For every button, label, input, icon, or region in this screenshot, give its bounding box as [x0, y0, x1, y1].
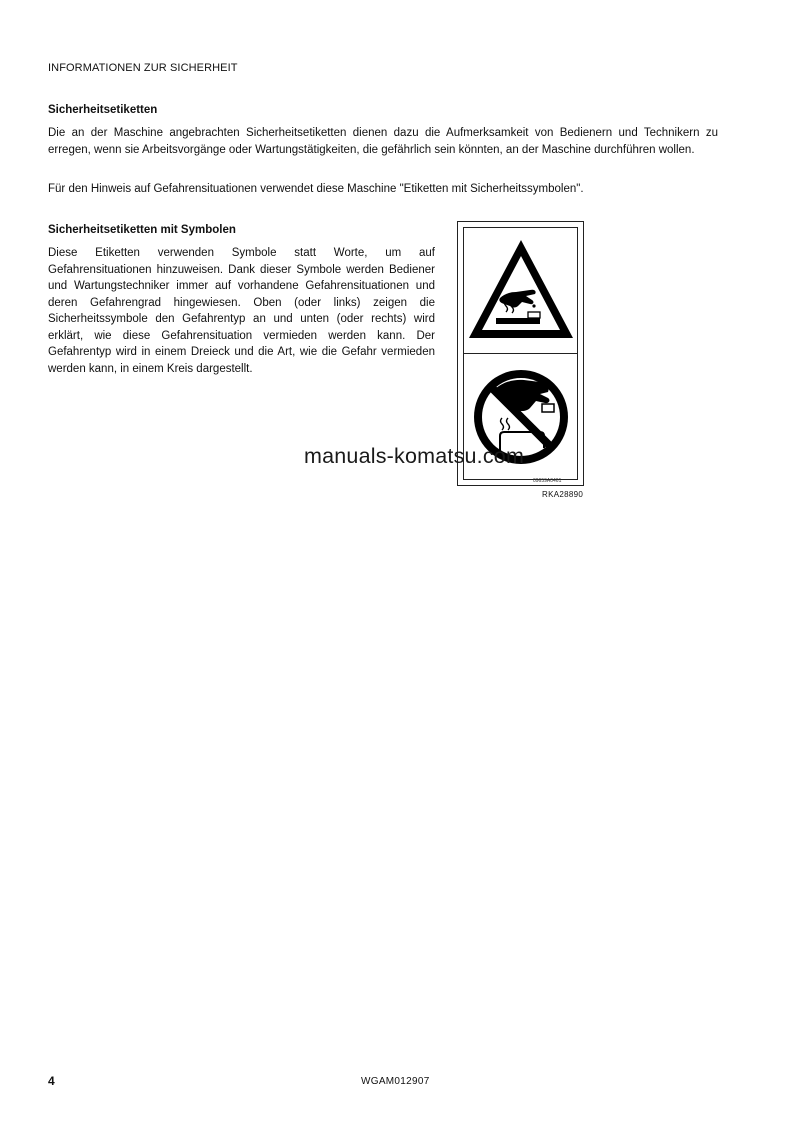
paragraph-safety-labels-intro: Die an der Maschine angebrachten Sicherheitsetiketten dienen dazu die Aufmerksamkeit von Bedienern und Technikern zu erregen, wenn sie Arbeitsvorgänge oder Wartungstätigkeiten, die gefährlich sein könnten, an der Maschine durchführen wollen. [48, 127, 718, 156]
document-code: WGAM012907 [361, 1076, 430, 1087]
figure-reference-code: RKA28890 [542, 490, 584, 499]
watermark-text: manuals-komatsu.com [304, 444, 525, 468]
heading-safety-labels: Sicherheitsetiketten [48, 104, 158, 116]
paragraph-safety-labels-usage: Für den Hinweis auf Gefahrensituationen verwendet diese Maschine "Etiketten mit Sicherheitssymbolen". [48, 183, 584, 195]
page-number: 4 [48, 1074, 55, 1088]
page-header-section: INFORMATIONEN ZUR SICHERHEIT [48, 62, 238, 74]
paragraph-symbols-explanation: Diese Etiketten verwenden Symbole statt Worte, um auf Gefahrensituationen hinzuweisen. Dank dieser Symbole werden Bediener und Wartungstechniker immer auf vorhandene Gefahrensituationen und deren Gefahrengrad hingewiesen. Oben (oder links) zeigen die Sicherheitssymbole den Gefahrentyp an und unten (oder rechts) wird erklärt, wie diese Gefahrensituation vermieden werden kann. Der Gefahrentyp wird in einem Dreieck und die Art, wie die Gefahr vermieden werden kann, in einem Kreis dargestellt. [48, 247, 435, 375]
heading-safety-labels-symbols: Sicherheitsetiketten mit Symbolen [48, 224, 236, 236]
warning-triangle-burn-hand-icon [469, 240, 573, 338]
label-part-code: 09659A0461 [533, 478, 562, 484]
